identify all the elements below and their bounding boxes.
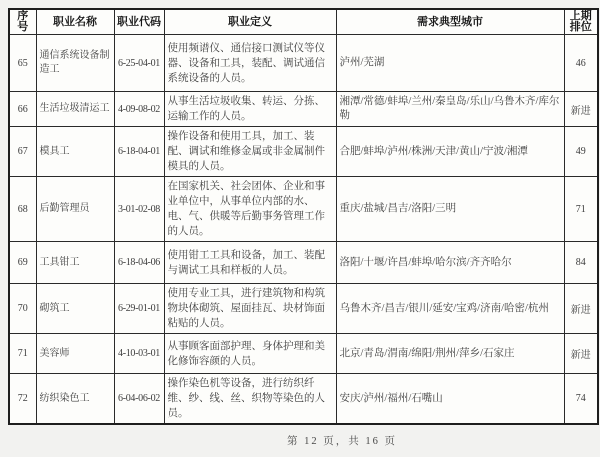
table-row bbox=[9, 284, 598, 334]
cell-definition: 使用专业工具，进行建筑物和构筑物块体砌筑、屋面挂瓦、块材饰面粘贴的人员。 bbox=[164, 284, 336, 334]
cell-occupation-code: 6-18-04-06 bbox=[114, 242, 164, 284]
cell-previous-rank: 新进 bbox=[564, 92, 598, 127]
occupations-table bbox=[8, 8, 599, 425]
cell-definition: 从事顾客面部护理、身体护理和美化修饰容颜的人员。 bbox=[164, 334, 336, 374]
cell-previous-rank: 71 bbox=[564, 177, 598, 242]
table-header-row bbox=[9, 9, 598, 35]
column-header-cities: 需求典型城市 bbox=[336, 9, 564, 35]
column-header-definition: 职业定义 bbox=[164, 9, 336, 35]
cell-cities: 北京/青岛/渭南/绵阳/荆州/萍乡/石家庄 bbox=[336, 334, 564, 374]
cell-cities: 乌鲁木齐/昌吉/银川/延安/宝鸡/济南/哈密/杭州 bbox=[336, 284, 564, 334]
cell-cities: 泸州/芜湖 bbox=[336, 35, 564, 92]
cell-serial: 70 bbox=[9, 284, 36, 334]
table-row bbox=[9, 374, 598, 425]
table-row bbox=[9, 177, 598, 242]
table-row bbox=[9, 92, 598, 127]
cell-occupation-name: 生活垃圾清运工 bbox=[36, 92, 114, 127]
cell-definition: 使用频谱仪、通信接口测试仪等仪器、设备和工具，装配、调试通信系统设备的人员。 bbox=[164, 35, 336, 92]
cell-serial: 71 bbox=[9, 334, 36, 374]
cell-occupation-code: 6-29-01-01 bbox=[114, 284, 164, 334]
cell-definition: 在国家机关、社会团体、企业和事业单位中，从事单位内部的水、电、气、供暖等后勤事务管理工作的人员。 bbox=[164, 177, 336, 242]
table-row bbox=[9, 242, 598, 284]
cell-occupation-code: 4-10-03-01 bbox=[114, 334, 164, 374]
column-header-occupation-name: 职业名称 bbox=[36, 9, 114, 35]
cell-occupation-name: 通信系统设备制造工 bbox=[36, 35, 114, 92]
cell-occupation-name: 美容师 bbox=[36, 334, 114, 374]
cell-occupation-name: 工具钳工 bbox=[36, 242, 114, 284]
cell-serial: 69 bbox=[9, 242, 36, 284]
cell-occupation-code: 4-09-08-02 bbox=[114, 92, 164, 127]
cell-serial: 66 bbox=[9, 92, 36, 127]
cell-cities: 重庆/盐城/昌吉/洛阳/三明 bbox=[336, 177, 564, 242]
cell-previous-rank: 新进 bbox=[564, 284, 598, 334]
cell-occupation-name: 纺织染色工 bbox=[36, 374, 114, 425]
cell-definition: 使用钳工工具和设备，加工、装配与调试工具和样板的人员。 bbox=[164, 242, 336, 284]
table-row bbox=[9, 35, 598, 92]
page-footer: 第 12 页，共 16 页 bbox=[287, 436, 397, 447]
cell-cities: 安庆/泸州/福州/石嘴山 bbox=[336, 374, 564, 425]
table-row bbox=[9, 127, 598, 177]
table-row bbox=[9, 334, 598, 374]
cell-previous-rank: 49 bbox=[564, 127, 598, 177]
cell-definition: 操作设备和使用工具，加工、装配、调试和维修金属或非金属制件模具的人员。 bbox=[164, 127, 336, 177]
cell-definition: 从事生活垃圾收集、转运、分拣、运输工作的人员。 bbox=[164, 92, 336, 127]
cell-serial: 67 bbox=[9, 127, 36, 177]
cell-cities: 合肥/蚌埠/泸州/株洲/天津/黄山/宁波/湘潭 bbox=[336, 127, 564, 177]
cell-serial: 68 bbox=[9, 177, 36, 242]
cell-cities: 湘潭/常德/蚌埠/兰州/秦皇岛/乐山/乌鲁木齐/库尔勒 bbox=[336, 92, 564, 127]
cell-serial: 65 bbox=[9, 35, 36, 92]
column-header-occupation-code: 职业代码 bbox=[114, 9, 164, 35]
cell-cities: 洛阳/十堰/许昌/蚌埠/哈尔滨/齐齐哈尔 bbox=[336, 242, 564, 284]
cell-occupation-code: 6-25-04-01 bbox=[114, 35, 164, 92]
cell-occupation-name: 模具工 bbox=[36, 127, 114, 177]
column-header-previous-rank: 上期排位 bbox=[564, 9, 598, 35]
cell-definition: 操作染色机等设备，进行纺织纤维、纱、线、丝、织物等染色的人员。 bbox=[164, 374, 336, 425]
cell-occupation-code: 6-18-04-01 bbox=[114, 127, 164, 177]
cell-previous-rank: 84 bbox=[564, 242, 598, 284]
cell-occupation-code: 3-01-02-08 bbox=[114, 177, 164, 242]
cell-occupation-code: 6-04-06-02 bbox=[114, 374, 164, 425]
cell-occupation-name: 砌筑工 bbox=[36, 284, 114, 334]
cell-serial: 72 bbox=[9, 374, 36, 425]
cell-previous-rank: 新进 bbox=[564, 334, 598, 374]
cell-previous-rank: 46 bbox=[564, 35, 598, 92]
column-header-serial: 序号 bbox=[9, 9, 36, 35]
cell-previous-rank: 74 bbox=[564, 374, 598, 425]
cell-occupation-name: 后勤管理员 bbox=[36, 177, 114, 242]
